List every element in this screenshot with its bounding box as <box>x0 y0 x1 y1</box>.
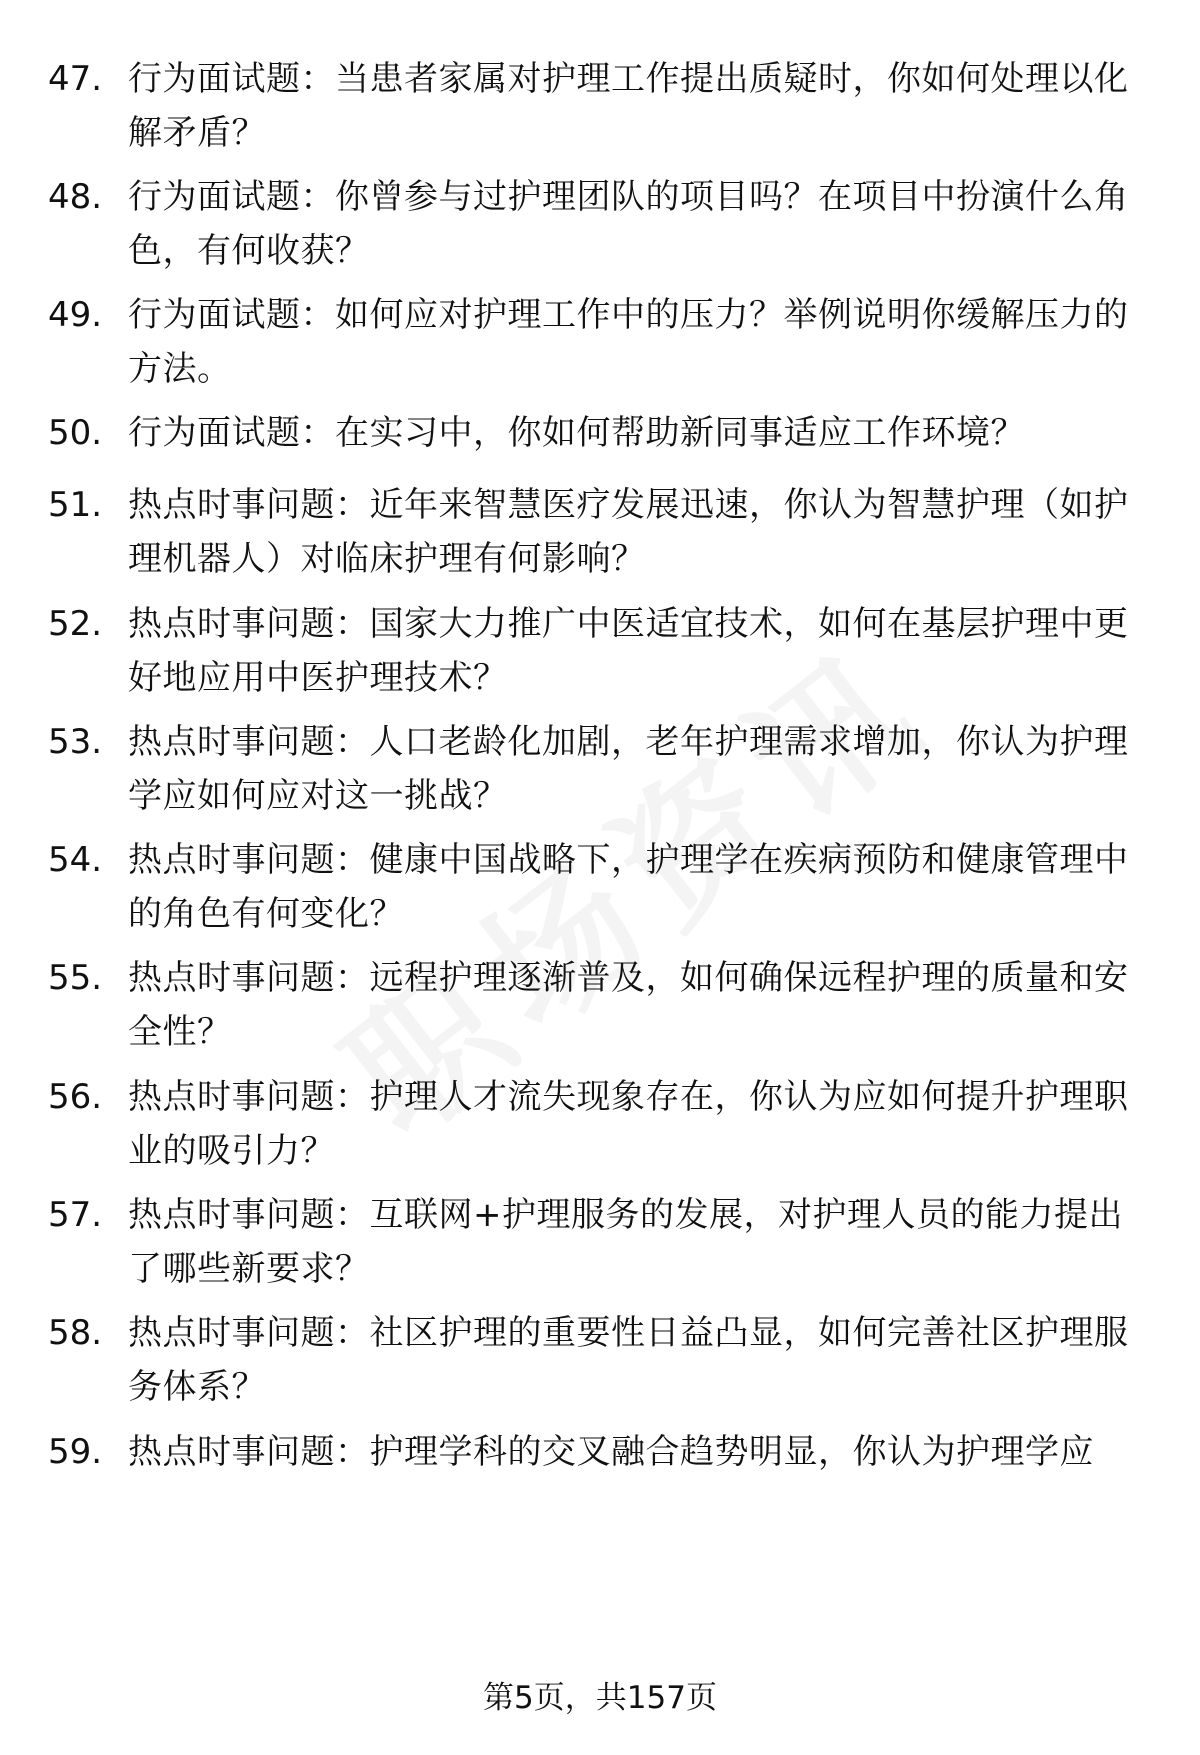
question-text: 热点时事问题：社区护理的重要性日益凸显，如何完善社区护理服务体系？ <box>128 1313 1129 1407</box>
question-item-54 <box>0 833 1200 953</box>
question-text: 行为面试题：当患者家属对护理工作提出质疑时，你如何处理以化解矛盾？ <box>128 59 1129 153</box>
question-text: 热点时事问题：人口老龄化加剧，老年护理需求增加，你认为护理学应如何应对这一挑战？ <box>128 722 1129 816</box>
question-item-59 <box>0 1425 1200 1545</box>
page-footer <box>0 1678 1200 1718</box>
question-text: 热点时事问题：近年来智慧医疗发展迅速，你认为智慧护理（如护理机器人）对临床护理有何影响？ <box>128 485 1129 579</box>
question-item-48 <box>0 170 1200 290</box>
page-number-label: 第5页，共157页 <box>483 1680 717 1716</box>
question-number: 58. <box>48 1313 103 1353</box>
question-item-51 <box>0 478 1200 598</box>
question-item-55 <box>0 951 1200 1071</box>
question-text: 热点时事问题：护理人才流失现象存在，你认为应如何提升护理职业的吸引力？ <box>128 1077 1129 1171</box>
question-item-47 <box>0 52 1200 172</box>
question-item-53 <box>0 715 1200 835</box>
question-text: 热点时事问题：互联网+护理服务的发展，对护理人员的能力提出了哪些新要求？ <box>128 1195 1123 1289</box>
question-number: 48. <box>48 177 103 217</box>
question-item-58 <box>0 1306 1200 1426</box>
question-item-57 <box>0 1188 1200 1308</box>
question-text: 行为面试题：如何应对护理工作中的压力？举例说明你缓解压力的方法。 <box>128 295 1129 389</box>
question-item-52 <box>0 597 1200 717</box>
question-number: 49. <box>48 295 103 335</box>
question-number: 54. <box>48 840 103 880</box>
question-number: 52. <box>48 604 103 644</box>
question-text: 行为面试题：在实习中，你如何帮助新同事适应工作环境？ <box>128 413 1025 453</box>
question-number: 50. <box>48 413 103 453</box>
question-number: 53. <box>48 722 103 762</box>
question-text: 热点时事问题：护理学科的交叉融合趋势明显，你认为护理学应 <box>128 1432 1094 1472</box>
question-number: 57. <box>48 1195 103 1235</box>
question-number: 47. <box>48 59 103 99</box>
question-item-49 <box>0 288 1200 408</box>
question-number: 59. <box>48 1432 103 1472</box>
question-number: 51. <box>48 485 103 525</box>
question-text: 行为面试题：你曾参与过护理团队的项目吗？在项目中扮演什么角色，有何收获？ <box>128 177 1129 271</box>
question-text: 热点时事问题：健康中国战略下，护理学在疾病预防和健康管理中的角色有何变化？ <box>128 840 1129 934</box>
question-text: 热点时事问题：国家大力推广中医适宜技术，如何在基层护理中更好地应用中医护理技术？ <box>128 604 1129 698</box>
question-number: 55. <box>48 958 103 998</box>
question-item-56 <box>0 1070 1200 1190</box>
question-number: 56. <box>48 1077 103 1117</box>
question-text: 热点时事问题：远程护理逐渐普及，如何确保远程护理的质量和安全性？ <box>128 958 1129 1052</box>
